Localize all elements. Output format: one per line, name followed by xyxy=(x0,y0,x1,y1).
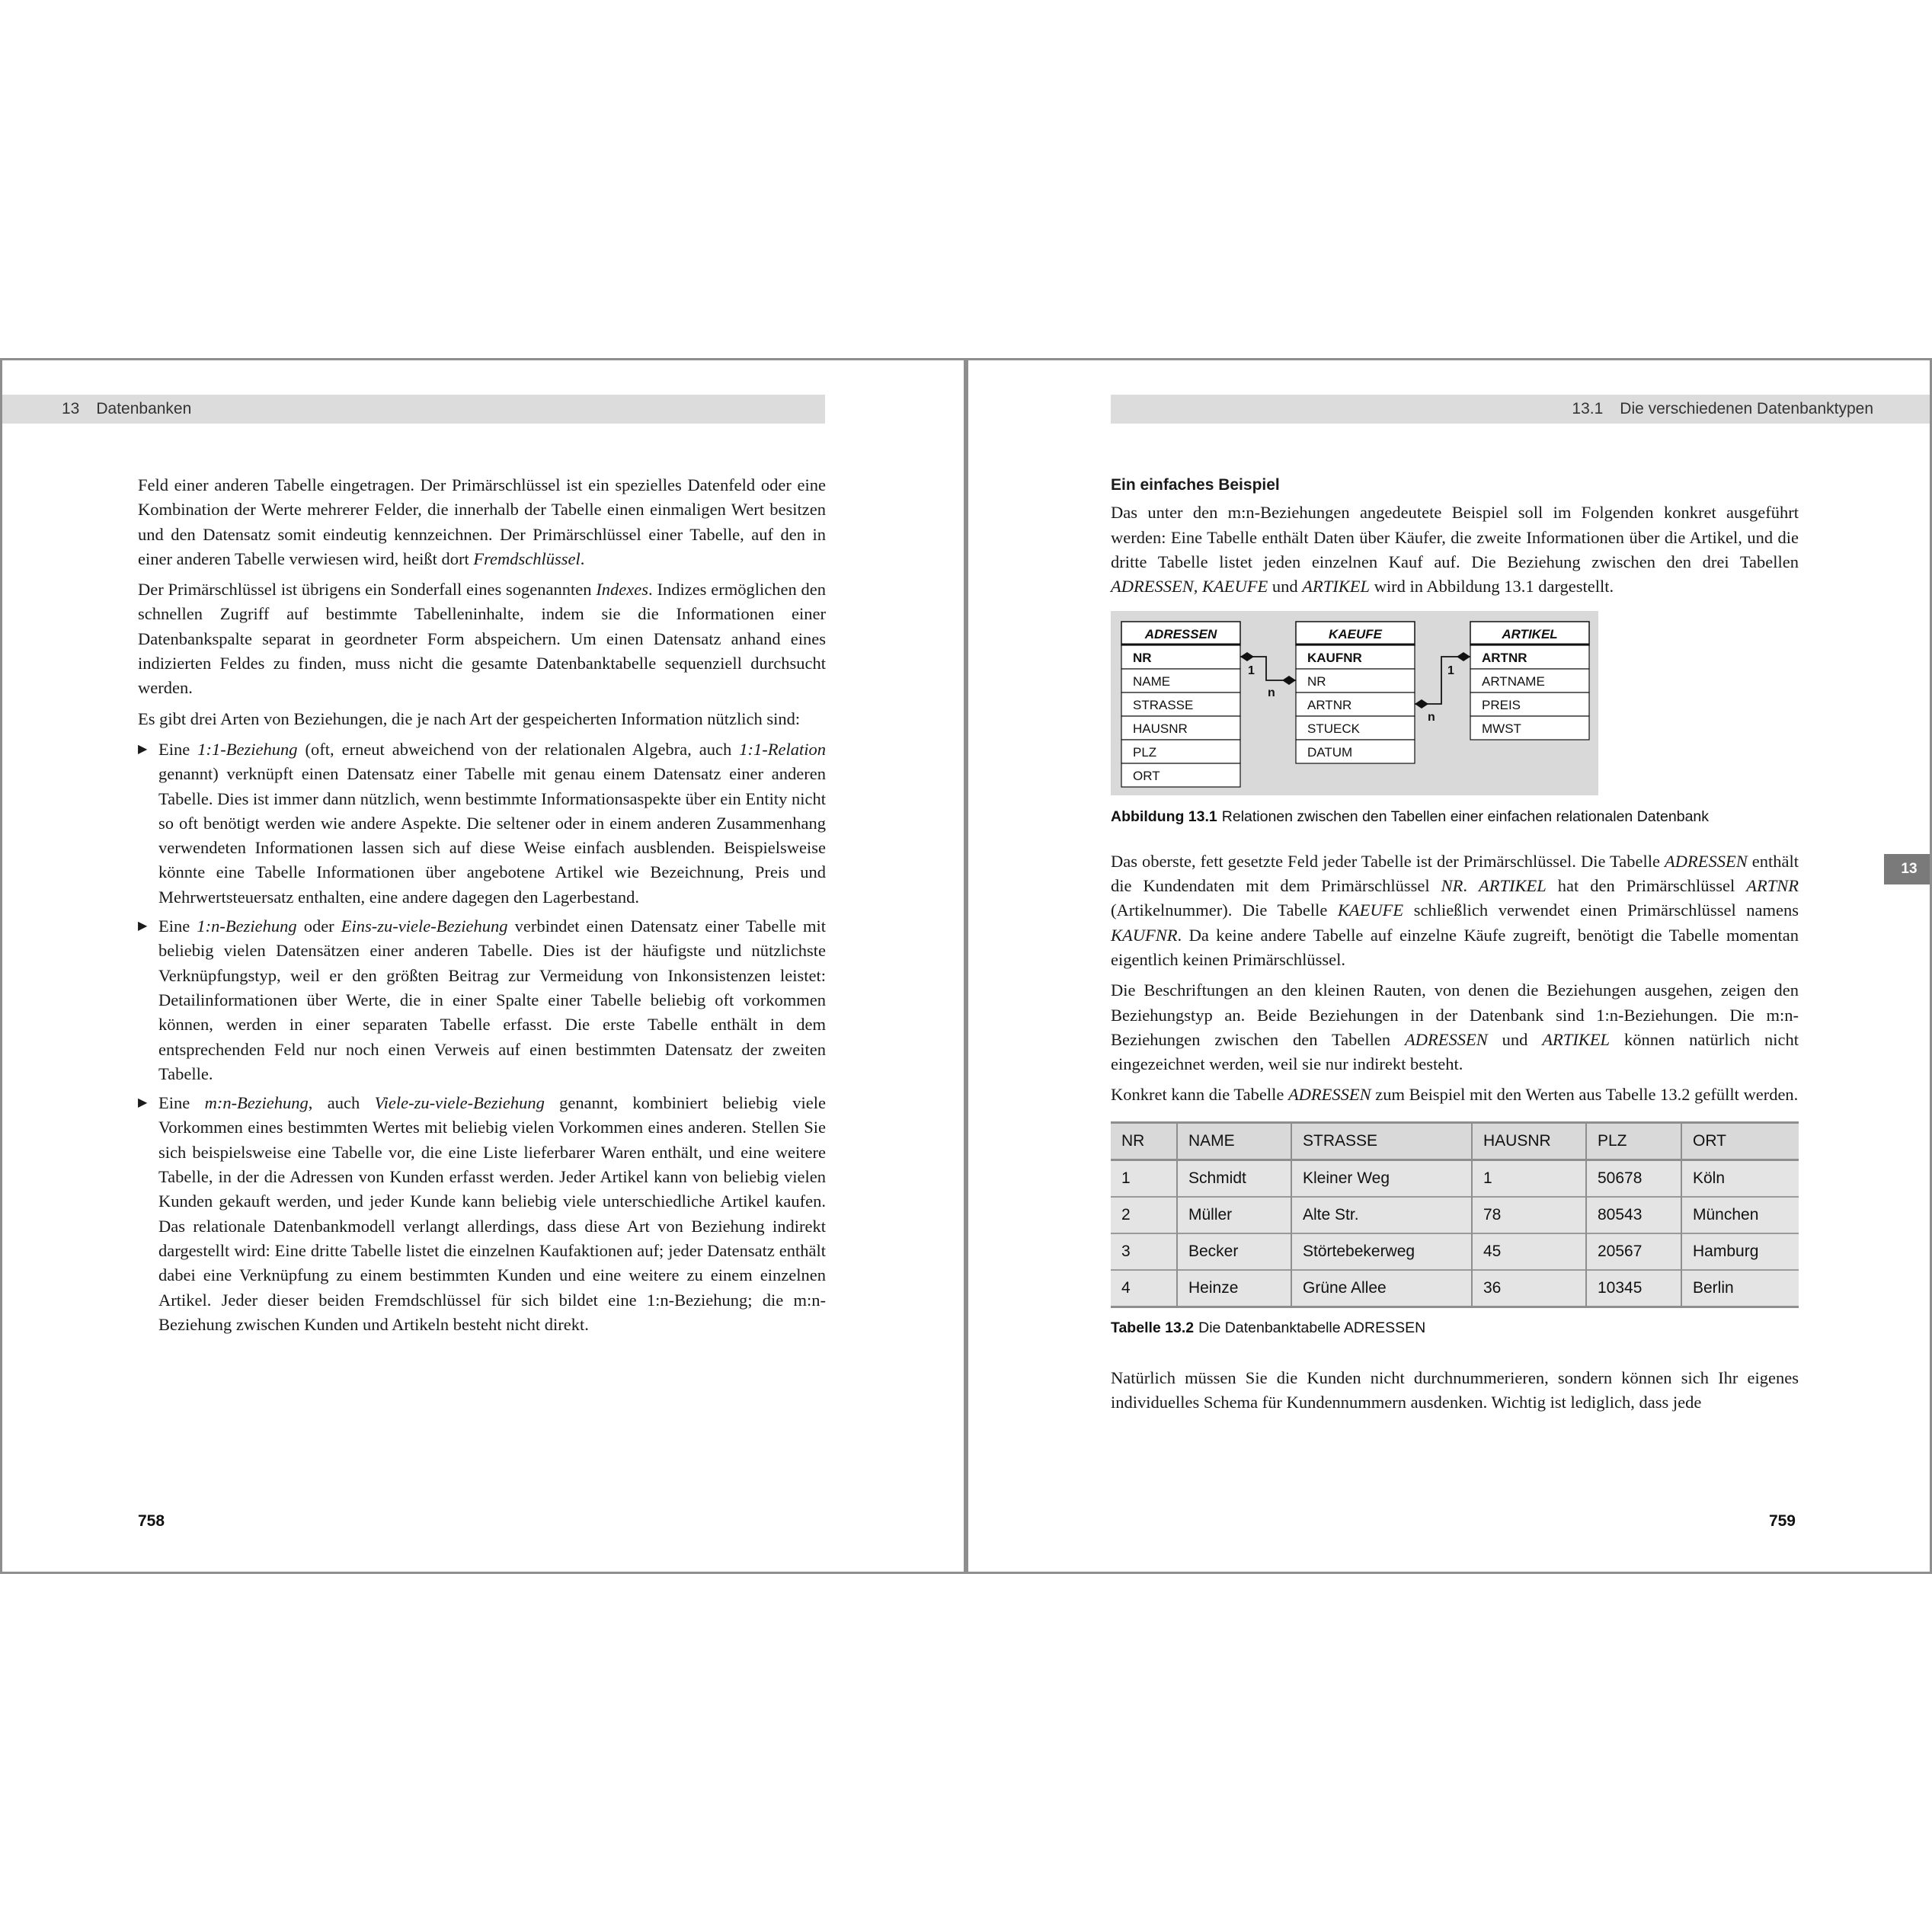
table-caption: Tabelle 13.2 Die Datenbanktabelle ADRESSEN xyxy=(1111,1319,1426,1336)
diagram-field-name: ARTNR xyxy=(1307,698,1352,713)
left-page xyxy=(0,358,966,1574)
page-number: 759 xyxy=(1768,1512,1796,1530)
chapter-number: 13 xyxy=(62,400,80,417)
table-cell: Köln xyxy=(1693,1169,1726,1187)
running-header-left xyxy=(2,395,825,424)
table-cell: 20567 xyxy=(1586,1233,1681,1270)
table-row xyxy=(1111,1270,1799,1307)
column-header: STRASSE xyxy=(1291,1122,1472,1160)
running-header-right xyxy=(1111,395,1932,424)
table-cell: Hamburg xyxy=(1693,1242,1759,1260)
right-body-text xyxy=(1111,473,1799,1422)
table-cell: Grüne Allee xyxy=(1291,1270,1472,1307)
table-cell: 2 xyxy=(1111,1197,1177,1233)
column-header: PLZ xyxy=(1586,1122,1681,1160)
diagram-field-name: ARTNR xyxy=(1482,651,1527,666)
table-cell: 3 xyxy=(1111,1233,1177,1270)
cardinality-label: n xyxy=(1268,686,1275,700)
bullet-arrow-icon: ▶ xyxy=(138,1096,148,1110)
table-cell: 50678 xyxy=(1586,1160,1681,1197)
paragraph: Das oberste, fett gesetzte Feld jeder Tabelle ist der Primärschlüssel. Die Tabelle ADRESSEN enthält die Kundendaten mit dem Primärschlüssel NR. ARTIKEL hat den Primärschlüssel ARTNR (Artikelnummer). Die Tabelle KAEUFE schließlich verwendet einen Primärschlüssel namens KAUFNR. Da keine andere Tabelle auf einzelne Käufe zugreift, benötigt die Tabelle momentan eigentlich keinen Primärschlüssel. xyxy=(1111,851,1799,969)
diagram-table-name: KAEUFE xyxy=(1329,627,1382,642)
table-cell: München xyxy=(1693,1205,1759,1223)
cardinality-label: 1 xyxy=(1447,664,1454,678)
column-header: ORT xyxy=(1693,1131,1726,1150)
table-cell: Berlin xyxy=(1693,1278,1734,1297)
paragraph: Natürlich müssen Sie die Kunden nicht durchnummerieren, sondern können sich Ihr eigenes individuelles Schema für Kundennummern ausdenken. Wichtig ist lediglich, dass jede xyxy=(1111,1368,1799,1412)
table-row xyxy=(1111,1160,1799,1197)
diagram-field-name: STRASSE xyxy=(1133,698,1194,713)
right-page xyxy=(966,358,1932,1574)
table-cell: Störtebekerweg xyxy=(1291,1233,1472,1270)
bullet-arrow-icon: ▶ xyxy=(138,920,148,933)
table-cell: 78 xyxy=(1472,1197,1586,1233)
table-cell: Schmidt xyxy=(1177,1160,1291,1197)
column-header: HAUSNR xyxy=(1472,1122,1586,1160)
diagram-field-name: ARTNAME xyxy=(1482,674,1545,689)
adressen-table xyxy=(1111,1121,1799,1308)
cardinality-label: 1 xyxy=(1248,664,1255,678)
diagram-field-name: NR xyxy=(1133,651,1152,666)
list-item: ▶ Eine 1:1-Beziehung (oft, erneut abweichend von der relationalen Algebra, auch 1:1-Relation genannt) verknüpft einen Datensatz einer Tabelle mit genau einem Datensatz einer anderen Tabelle. Dies ist immer dann nützlich, wenn bestimmte Informationsaspekte über ein Entity nicht so oft benötigt werden wie andere Aspekte. Die seltener oder in einem anderen Zusammenhang verwendeten Informationen lassen sich auf diese Weise einfach ausblenden. Beispielsweise könnte eine Tabelle Informationen über angebotene Artikel wie Bezeichnung, Preis und Mehrwertsteuersatz enthalten, eine andere dagegen den Lagerbestand. xyxy=(138,737,826,910)
table-cell: Alte Str. xyxy=(1291,1197,1472,1233)
chapter-title: Datenbanken xyxy=(96,400,192,417)
table-cell: 1 xyxy=(1111,1160,1177,1197)
relationship-list xyxy=(138,737,826,1337)
diagram-field-name: HAUSNR xyxy=(1133,721,1188,737)
bullet-arrow-icon: ▶ xyxy=(138,742,148,756)
table-cell: 1 xyxy=(1472,1160,1586,1197)
table-header-row xyxy=(1111,1122,1799,1160)
diagram-field-name: PLZ xyxy=(1133,745,1157,760)
paragraph: Der Primärschlüssel ist übrigens ein Sonderfall eines sogenannten Indexes. Indizes ermöglichen den schnellen Zugriff auf bestimmte Tabelleninhalte, indem sie die Informationen einer Datenbankspalte separat in geordneter Form abspeichern. Um einen Datensatz anhand eines indizierten Feldes zu finden, muss nicht die gesamte Datenbanktabelle sequenziell durchsucht werden. xyxy=(138,580,826,698)
er-diagram xyxy=(1111,611,1598,795)
paragraph: Konkret kann die Tabelle ADRESSEN zum Beispiel mit den Werten aus Tabelle 13.2 gefüllt werden. xyxy=(1111,1085,1799,1105)
table-row xyxy=(1111,1233,1799,1270)
column-header: NAME xyxy=(1177,1122,1291,1160)
diamond-icon xyxy=(1240,652,1254,661)
column-header: NR xyxy=(1111,1122,1177,1160)
table-cell: 4 xyxy=(1111,1270,1177,1307)
paragraph: Es gibt drei Arten von Beziehungen, die je nach Art der gespeicherten Information nützlich sind: xyxy=(138,709,801,728)
diagram-field-name: PREIS xyxy=(1482,698,1521,713)
diamond-icon xyxy=(1282,676,1296,685)
diagram-field-name: ORT xyxy=(1133,769,1160,784)
diagram-field-name: DATUM xyxy=(1307,745,1353,760)
er-diagram-svg xyxy=(1111,611,1598,795)
section-number: 13.1 xyxy=(1572,400,1604,417)
page-number: 758 xyxy=(138,1512,165,1530)
paragraph: Das unter den m:n-Beziehungen angedeutete Beispiel soll im Folgenden konkret ausgeführt werden: Eine Tabelle enthält Daten über Käufer, die zweite Informationen über die Artikel, und die dritte Tabelle listet jeden einzelnen Kauf auf. Die Beziehung zwischen den drei Tabellen ADRESSEN, KAEUFE und ARTIKEL wird in Abbildung 13.1 dargestellt. xyxy=(1111,503,1799,597)
diagram-table-name: ADRESSEN xyxy=(1144,627,1217,642)
diagram-field-name: NR xyxy=(1307,674,1326,689)
paragraph: Die Beschriftungen an den kleinen Rauten, von denen die Beziehungen ausgehen, zeigen den Beziehungstyp an. Beide Beziehungen in der Datenbank sind 1:n-Beziehungen. Die m:n-Beziehungen zwischen den Tabellen ADRESSEN und ARTIKEL können natürlich nicht eingezeichnet werden, weil sie nur indirekt besteht. xyxy=(1111,980,1799,1074)
table-cell: Becker xyxy=(1177,1233,1291,1270)
table-cell: Heinze xyxy=(1177,1270,1291,1307)
cardinality-label: n xyxy=(1428,711,1435,724)
chapter-thumb-tab: 13 xyxy=(1884,854,1932,884)
subheading: Ein einfaches Beispiel xyxy=(1111,476,1280,494)
table-cell: 45 xyxy=(1472,1233,1586,1270)
section-title: Die verschiedenen Datenbanktypen xyxy=(1620,400,1873,417)
table-cell: 80543 xyxy=(1586,1197,1681,1233)
diagram-field-name: KAUFNR xyxy=(1307,651,1362,666)
diagram-table-name: ARTIKEL xyxy=(1502,627,1558,642)
diamond-icon xyxy=(1415,699,1428,709)
table-cell: 10345 xyxy=(1586,1270,1681,1307)
table-row xyxy=(1111,1197,1799,1233)
left-body-text xyxy=(138,473,826,1342)
diagram-field-name: NAME xyxy=(1133,674,1171,689)
list-item: ▶ Eine 1:n-Beziehung oder Eins-zu-viele-Beziehung verbindet einen Datensatz einer Tabelle mit beliebig vielen Datensätzen einer anderen Tabelle. Dies ist der häufigste und nützlichste Verknüpfungstyp, weil er den größten Beitrag zur Vermeidung von Inkonsistenzen leistet: Detailinformationen über Werte, die in einer Spalte einer Tabelle beliebig oft vorkommen können, werden in einer separaten Tabelle erfasst. Die erste Tabelle enthält in dem entsprechenden Feld nur noch einen Verweis auf einen bestimmten Datensatz der zweiten Tabelle. xyxy=(138,914,826,1086)
table-cell: 36 xyxy=(1472,1270,1586,1307)
table-cell: Müller xyxy=(1177,1197,1291,1233)
diagram-field-name: MWST xyxy=(1482,721,1521,737)
list-item: ▶ Eine m:n-Beziehung, auch Viele-zu-viele-Beziehung genannt, kombiniert beliebig viele Vorkommen eines bestimmten Wertes mit beliebig vielen Vorkommen eines anderen. Stellen Sie sich beispielsweise eine Tabelle vor, die eine Liste lieferbarer Waren enthält, und eine weitere Tabelle, in der die Adressen von Kunden erfasst werden. Jeder Artikel kann von beliebig vielen Kunden gekauft werden, und jeder Kunde kann beliebig viele unterschiedliche Artikel kaufen. Das relationale Datenbankmodell verlangt allerdings, dass diese Art von Beziehung indirekt dargestellt wird: Eine dritte Tabelle listet die einzelnen Kaufaktionen auf; jeder Datensatz enthält dabei eine Verknüpfung zu einem bestimmten Kunden und eine weitere zu einem einzelnen Artikel. Jeder dieser beiden Fremdschlüssel für sich bildet eine 1:n-Beziehung; die m:n-Beziehung zwischen Kunden und Artikeln besteht nicht direkt. xyxy=(138,1091,826,1337)
figure-caption: Abbildung 13.1 Relationen zwischen den Tabellen einer einfachen relationalen Datenbank xyxy=(1111,808,1710,826)
diamond-icon xyxy=(1457,652,1470,661)
relationship-line xyxy=(1415,657,1470,704)
table-cell: Kleiner Weg xyxy=(1291,1160,1472,1197)
paragraph: Feld einer anderen Tabelle eingetragen. Der Primärschlüssel ist ein spezielles Datenfeld oder eine Kombination der Werte mehrerer Felder, die innerhalb der Tabelle einen einmaligen Wert besitzen und den Datensatz somit eindeutig kennzeichnen. Der Primärschlüssel einer Tabelle, auf den in einer anderen Tabelle verwiesen wird, heißt dort Fremdschlüssel. xyxy=(138,475,826,568)
diagram-field-name: STUECK xyxy=(1307,721,1360,737)
